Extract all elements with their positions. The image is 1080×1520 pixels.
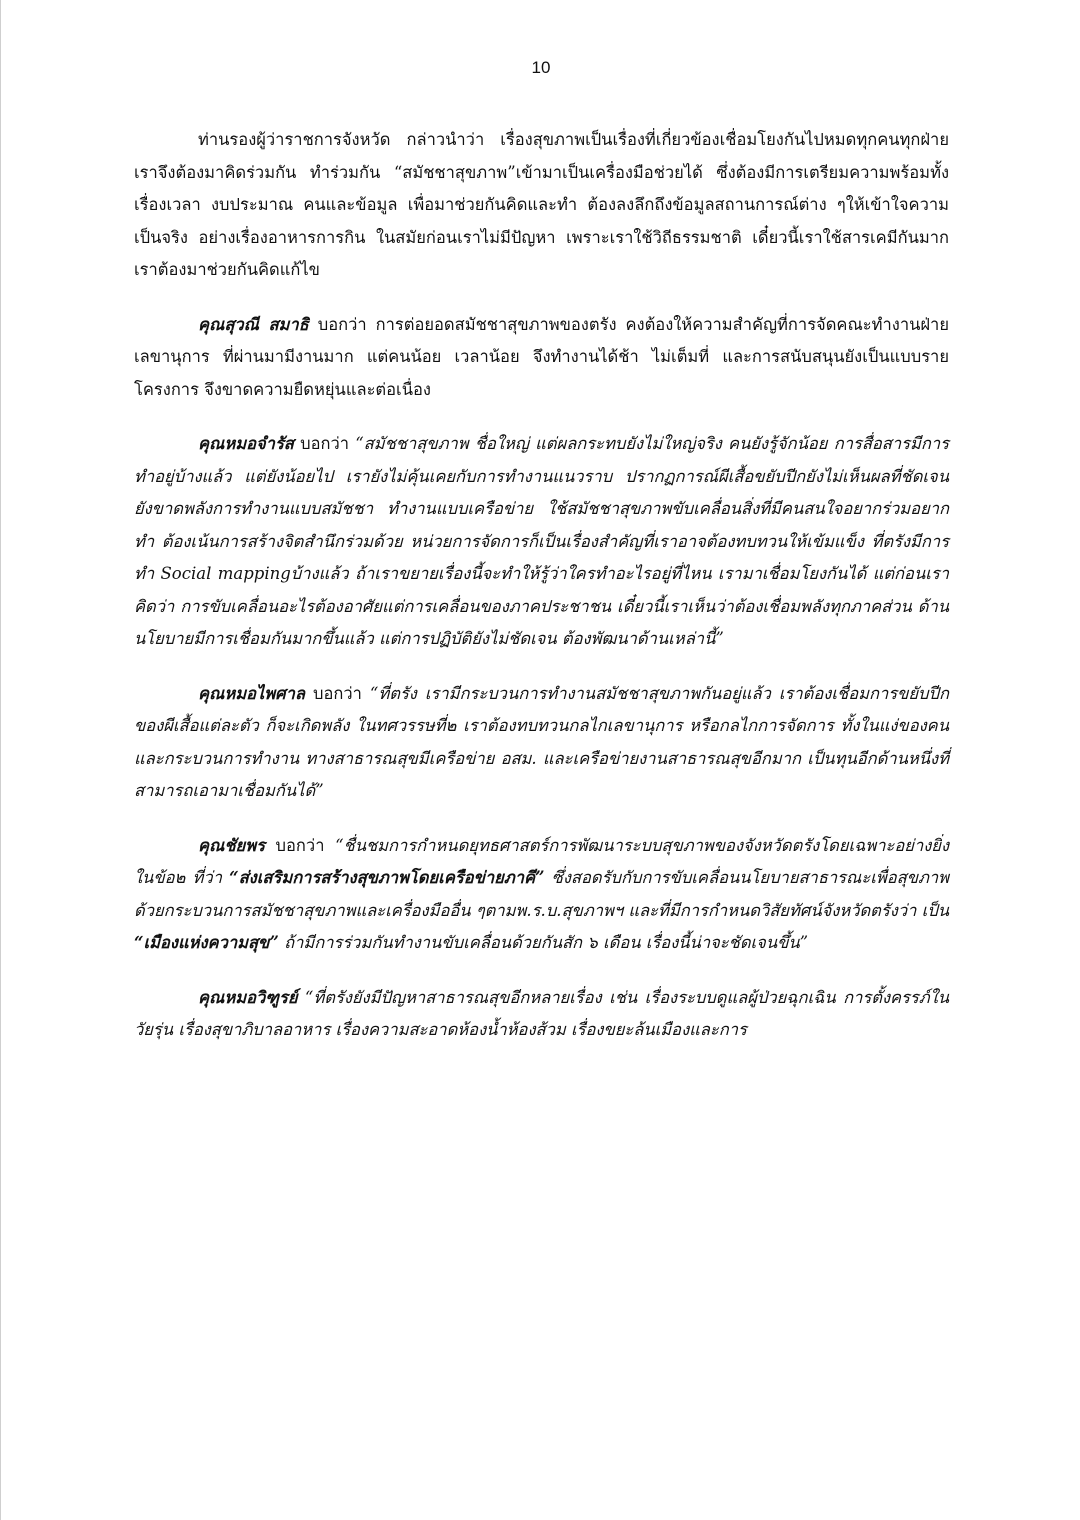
emphasized-text: “ส่งเสริมการสร้างสุขภาพโดยเครือข่ายภาคี”	[229, 868, 545, 887]
speaker-name: คุณหมอจำรัส	[198, 434, 294, 453]
speaker-name: คุณสุวณี สมาธิ	[198, 314, 309, 334]
paragraph-chaiyaporn	[134, 830, 949, 960]
said-text: บอกว่า	[305, 683, 370, 703]
said-text: บอกว่า	[293, 434, 356, 453]
quote-text: ซึ่งสอดรับกับการขับเคลื่อนนโยบายสาธารณะเพื่อสุขภาพด้วยกระบวนการสมัชชาสุขภาพและเครื่องมืออื่น ๆตามพ.ร.บ.สุขภาพฯ และที่มีการกำหนดวิสัยทัศน์จังหวัดตรังว่า เป็น	[134, 868, 949, 920]
paragraph-text: บอกว่า การต่อยอดสมัชชาสุขภาพของตรัง คงต้องให้ความสำคัญที่การจัดคณะทำงานฝ่ายเลขานุการ ที่ผ่านมามีงานมาก แต่คนน้อย เวลาน้อย จึงทำงานได้ช้า ไม่เต็มที่ และการสนับสนุนยังเป็นแบบรายโครงการ จึงขาดความยืดหยุ่นและต่อเนื่อง	[134, 314, 949, 399]
quote-text: “ที่ตรัง เรามีกระบวนการทำงานสมัชชาสุขภาพกันอยู่แล้ว เราต้องเชื่อมการขยับปีกของผีเสื้อแต่ละตัว ก็จะเกิดพลัง ในทศวรรษที่๒ เราต้องทบทวนกลไกเลขานุการ หรือกลไกการจัดการ ทั้งในแง่ของคนและกระบวนการทำงาน ทางสาธารณสุขมีเครือข่าย อสม. และเครือข่ายงานสาธารณสุขอีกมาก เป็นทุนอีกด้านหนึ่งที่สามารถเอามาเชื่อมกันได้”	[134, 683, 949, 800]
document-body	[134, 124, 949, 1069]
paragraph-vice-governor	[134, 124, 949, 287]
speaker-name: คุณหมอไพศาล	[198, 683, 306, 703]
quote-text: “ที่ตรังยังมีปัญหาสาธารณสุขอีกหลายเรื่อง เช่น เรื่องระบบดูแลผู้ป่วยฉุกเฉิน การตั้งครรภ์ในวัยรุ่น เรื่องสุขาภิบาลอาหาร เรื่องความสะอาดห้องน้ำห้องส้วม เรื่องขยะล้นเมืองและการ	[134, 987, 949, 1039]
paragraph-witoon	[134, 982, 949, 1047]
quote-text: ถ้ามีการร่วมกันทำงานขับเคลื่อนด้วยกันสัก ๖ เดือน เรื่องนี้น่าจะชัดเจนขึ้น”	[278, 933, 809, 952]
page-number: 10	[531, 58, 551, 77]
paragraph-paisal	[134, 678, 949, 808]
said-text: บอกว่า	[264, 835, 336, 855]
emphasized-text: “เมืองแห่งความสุข”	[134, 933, 279, 952]
speaker-name: คุณหมอวิฑูรย์	[198, 987, 298, 1007]
paragraph-suwanee	[134, 309, 949, 407]
speaker-name: คุณชัยพร	[198, 835, 265, 855]
quote-text: “สมัชชาสุขภาพ ชื่อใหญ่ แต่ผลกระทบยังไม่ใหญ่จริง คนยังรู้จักน้อย การสื่อสารมีการทำอยู่บ้างแล้ว แต่ยังน้อยไป เรายังไม่คุ้นเคยกับการทำงานแนวราบ ปรากฏการณ์ผีเสื้อขยับปีกยังไม่เห็นผลที่ชัดเจน ยังขาดพลังการทำงานแบบสมัชชา ทำงานแบบเครือข่าย ใช้สมัชชาสุขภาพขับเคลื่อนสิ่งที่มีคนสนใจอยากร่วมอยากทำ ต้องเน้นการสร้างจิตสำนึกร่วมด้วย หน่วยการจัดการก็เป็นเรื่องสำคัญที่เราอาจต้องทบทวนให้เข้มแข็ง ที่ตรังมีการทำ Social mappingบ้างแล้ว ถ้าเราขยายเรื่องนี้จะทำให้รู้ว่าใครทำอะไรอยู่ที่ไหน เรามาเชื่อมโยงกันได้ แต่ก่อนเราคิดว่า การขับเคลื่อนอะไรต้องอาศัยแต่การเคลื่อนของภาคประชาชน เดี๋ยวนี้เราเห็นว่าต้องเชื่อมพลังทุกภาคส่วน ด้านนโยบายมีการเชื่อมกันมากขึ้นแล้ว แต่การปฏิบัติยังไม่ชัดเจน ต้องพัฒนาด้านเหล่านี้”	[134, 434, 949, 648]
paragraph-text: ท่านรองผู้ว่าราชการจังหวัด กล่าวนำว่า เรื่องสุขภาพเป็นเรื่องที่เกี่ยวข้องเชื่อมโยงกันไปหมดทุกคนทุกฝ่าย เราจึงต้องมาคิดร่วมกัน ทำร่วมกัน “สมัชชาสุขภาพ”เข้ามาเป็นเครื่องมือช่วยได้ ซึ่งต้องมีการเตรียมความพร้อมทั้งเรื่องเวลา งบประมาณ คนและข้อมูล เพื่อมาช่วยกันคิดและทำ ต้องลงลึกถึงข้อมูลสถานการณ์ต่าง ๆให้เข้าใจความเป็นจริง อย่างเรื่องอาหารการกิน ในสมัยก่อนเราไม่มีปัญหา เพราะเราใช้วิถีธรรมชาติ เดี๋ยวนี้เราใช้สารเคมีกันมาก เราต้องมาช่วยกันคิดแก้ไข	[134, 130, 949, 279]
quote-text: “ชื่นชมการกำหนดยุทธศาสตร์การพัฒนาระบบสุขภาพของจังหวัดตรังโดยเฉพาะอย่างยิ่งในข้อ๒ ที่ว่า	[134, 835, 949, 887]
paragraph-jamras	[134, 428, 949, 656]
